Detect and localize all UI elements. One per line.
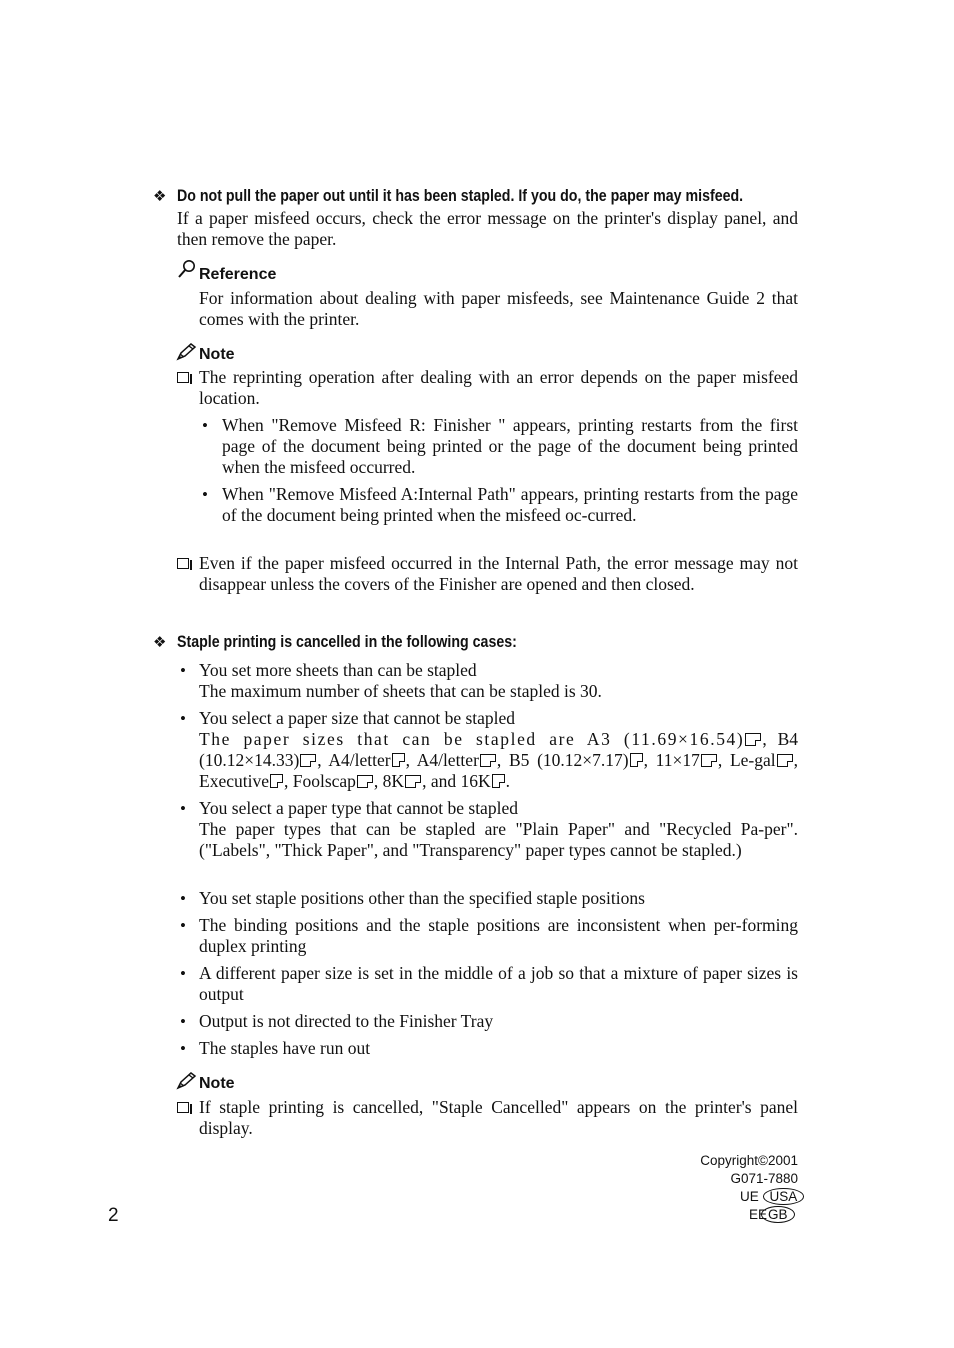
page-number: 2 [108,1205,119,1226]
list-item: The staples have run out [199,1038,371,1058]
size-text: , Foolscap [283,771,356,791]
list-item: A different paper size is set in the middle of a job so that a mixture of paper sizes is output [199,963,798,1004]
size-text: , Le-gal [717,750,776,770]
note-bullet: When "Remove Misfeed A:Internal Path" appears, printing restarts from the page of the document being printed when the misfeed oc-curred. [222,484,798,525]
landscape-paper-icon [777,754,793,767]
bullet-icon: • [180,916,186,935]
reference-icon [177,259,197,284]
region-code-gb [749,1206,795,1224]
copyright-block [700,1152,798,1188]
portrait-paper-icon [630,753,643,767]
item-title: You select a paper size that cannot be stapled [199,708,516,728]
region-prefix: UE [740,1189,759,1204]
size-text: , B5 (10.12×7.17) [496,750,629,770]
bullet-icon: • [180,964,186,983]
heading-text: Do not pull the paper out until it has been stapled. If you do, the paper may misfeed. [177,187,744,205]
region-circle: GB [761,1206,795,1223]
bullet-icon: • [180,661,186,680]
size-text: , B4 (10.12×14.33) [199,729,798,770]
diamond-bullet-icon: ❖ [153,188,167,205]
note-bullet: When "Remove Misfeed R: Finisher " appears, printing restarts from the first page of the document being printed or the page of the document being printed when the misfeed occurred. [222,415,798,477]
note-pencil-icon [176,343,198,366]
region-code-usa [740,1188,804,1206]
list-item: The binding positions and the staple positions are inconsistent when per-forming duplex printing [199,915,798,956]
reference-text: For information about dealing with paper misfeeds, see Maintenance Guide 2 that comes with the printer. [199,288,798,329]
list-item [199,660,798,702]
list-item [199,798,798,861]
heading-text: Staple printing is cancelled in the following cases: [177,633,517,651]
size-text: , 11×17 [643,750,700,770]
portrait-paper-icon [270,774,283,788]
landscape-paper-icon [480,754,496,767]
landscape-paper-icon [701,754,717,767]
portrait-paper-icon [392,753,405,767]
region-circle: USA [763,1188,805,1205]
landscape-paper-icon [300,754,316,767]
note-pencil-icon [176,1072,198,1095]
size-text: The paper sizes that can be stapled are A3 (11.69×16.54) [199,729,745,749]
copyright-text: Copyright©2001 [700,1153,798,1168]
diamond-bullet-icon: ❖ [153,634,167,651]
bullet-icon: • [180,889,186,908]
bullet-icon: • [180,799,186,818]
landscape-paper-icon [745,733,761,746]
bullet-icon: • [202,416,208,435]
size-text: , A4/letter [317,750,391,770]
paper-size-list [199,729,798,792]
note-item: The reprinting operation after dealing with an error depends on the paper misfeed location. [199,367,798,408]
list-item: You set staple positions other than the specified staple positions [199,888,645,908]
checkbox-icon [177,1102,189,1113]
size-text: , 8K [373,771,405,791]
size-text: , and 16K [422,771,491,791]
item-text: The paper types that can be stapled are "Plain Paper" and "Recycled Pa-per". ("Labels", "Thick Paper", and "Transparency" paper types cannot be stapled.) [199,819,798,860]
item-text: The maximum number of sheets that can be stapled is 30. [199,681,602,701]
note-label: Note [199,346,235,363]
size-text: , A4/letter [405,750,479,770]
note-label: Note [199,1075,235,1092]
landscape-paper-icon [405,775,421,788]
bullet-icon: • [202,485,208,504]
section-heading-staple [177,632,572,653]
document-code: G071-7880 [730,1171,798,1186]
list-item: Output is not directed to the Finisher Tray [199,1011,494,1031]
note-item: If staple printing is cancelled, "Staple Cancelled" appears on the printer's panel display. [199,1097,798,1138]
bullet-icon: • [180,1012,186,1031]
note-item: Even if the paper misfeed occurred in the Internal Path, the error message may not disappear unless the covers of the Finisher are opened and then closed. [199,553,798,594]
section-heading-misfeed [177,186,817,207]
item-title: You select a paper type that cannot be stapled [199,798,518,818]
bullet-icon: • [180,1039,186,1058]
list-item [199,708,798,792]
size-text: , Executive [199,750,799,791]
size-text: . [505,771,510,791]
landscape-paper-icon [357,775,373,788]
region-prefix: EE [749,1207,768,1222]
reference-label: Reference [199,266,277,283]
section-body-misfeed: If a paper misfeed occurs, check the error message on the printer's display panel, and then remove the paper. [177,208,798,249]
checkbox-icon [177,558,189,569]
bullet-icon: • [180,709,186,728]
checkbox-icon [177,372,189,383]
portrait-paper-icon [492,774,505,788]
item-title: You set more sheets than can be stapled [199,660,477,680]
